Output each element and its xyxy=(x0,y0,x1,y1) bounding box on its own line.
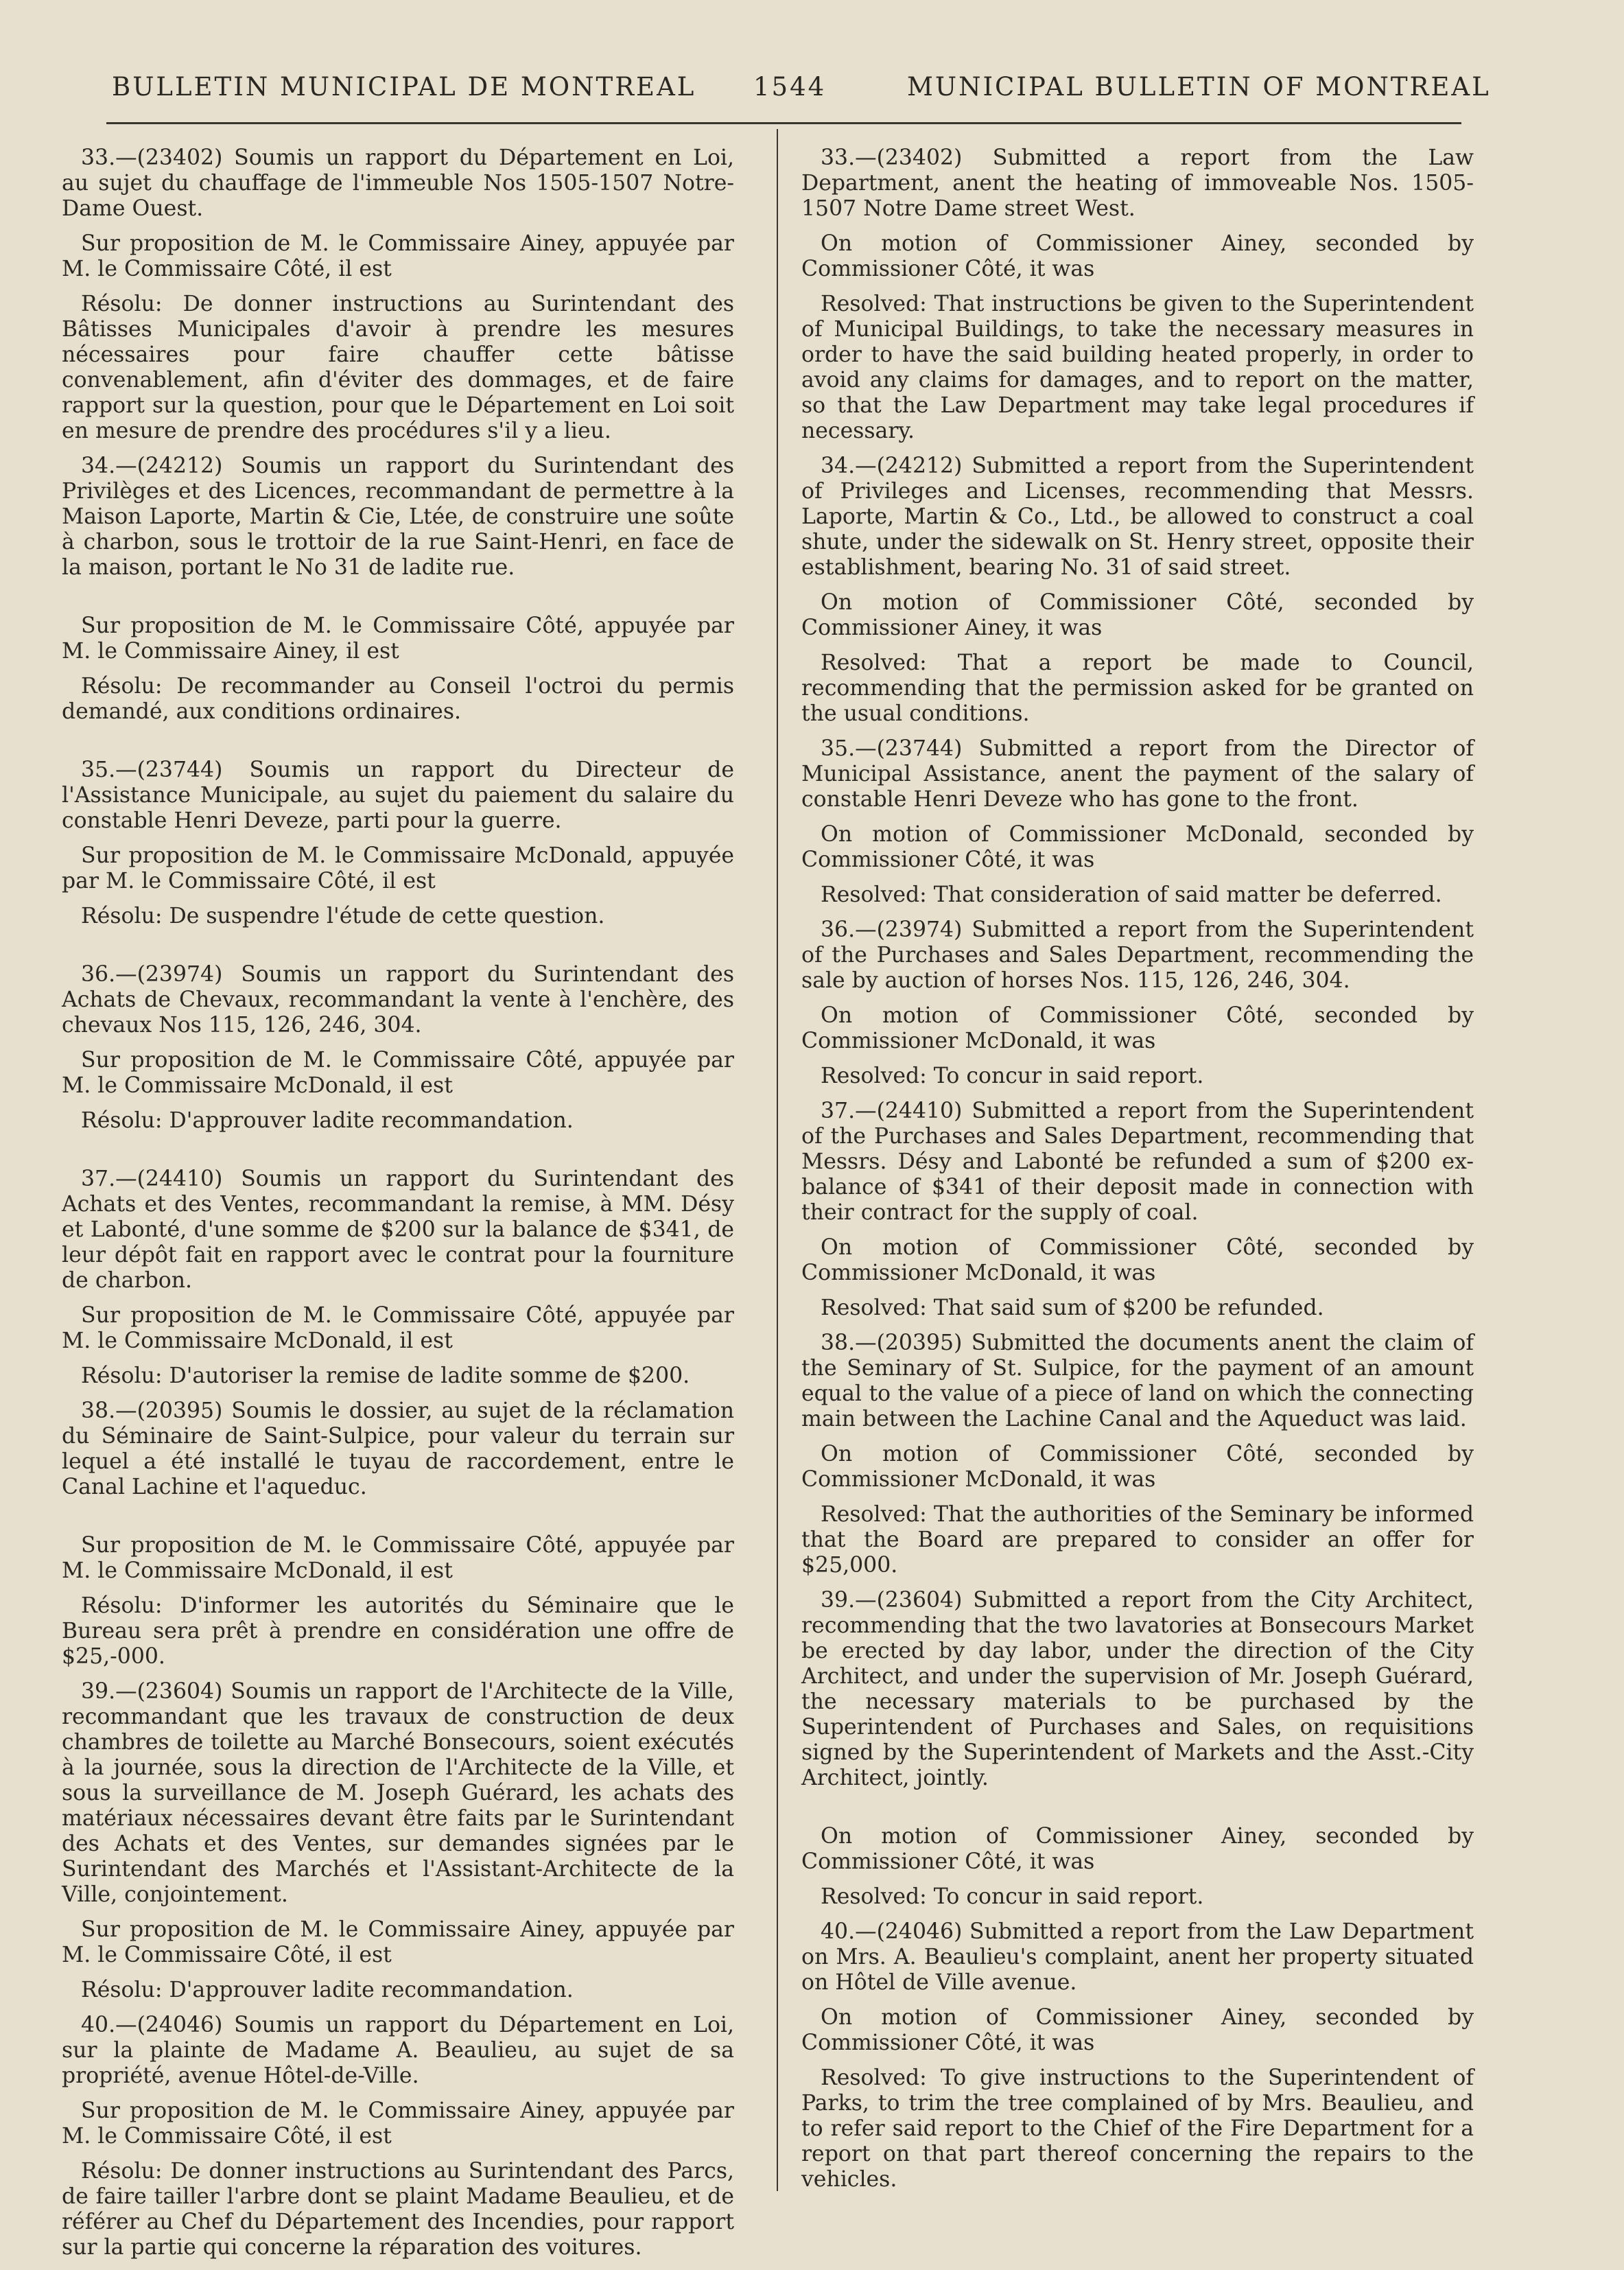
french-column xyxy=(62,145,734,2270)
en-motion-40: On motion of Commissioner Ainey, seconded by Commissioner Côté, it was xyxy=(801,2005,1474,2055)
fr-motion-40: Sur proposition de M. le Commissaire Ainey, appuyée par M. le Commissaire Côté, il est xyxy=(62,2098,734,2149)
fr-item-37: 37.—(24410) Soumis un rapport du Surintendant des Achats et des Ventes, recommandant la remise, à MM. Désy et Labonté, d'une somme de $200 sur la balance de $341, de leur dépôt fait en rapport avec le contrat pour la fourniture de charbon. xyxy=(62,1167,734,1293)
fr-resolution-38: Résolu: D'informer les autorités du Séminaire que le Bureau sera prêt à prendre en considération une offre de $25,-000. xyxy=(62,1593,734,1669)
fr-motion-38: Sur proposition de M. le Commissaire Côté, appuyée par M. le Commissaire McDonald, il est xyxy=(62,1533,734,1583)
en-motion-39: On motion of Commissioner Ainey, seconded by Commissioner Côté, it was xyxy=(801,1824,1474,1874)
en-motion-38: On motion of Commissioner Côté, seconded by Commissioner McDonald, it was xyxy=(801,1442,1474,1492)
en-resolution-34: Resolved: That a report be made to Council, recommending that the permission asked for be granted on the usual conditions. xyxy=(801,651,1474,726)
fr-motion-39: Sur proposition de M. le Commissaire Ainey, appuyée par M. le Commissaire Côté, il est xyxy=(62,1917,734,1967)
en-motion-34: On motion of Commissioner Côté, seconded by Commissioner Ainey, it was xyxy=(801,590,1474,640)
fr-item-35: 35.—(23744) Soumis un rapport du Directeur de l'Assistance Municipale, au sujet du paiement du salaire du constable Henri Deveze, parti pour la guerre. xyxy=(62,758,734,833)
header-french-title: BULLETIN MUNICIPAL DE MONTREAL xyxy=(112,72,696,102)
fr-motion-34: Sur proposition de M. le Commissaire Côté, appuyée par M. le Commissaire Ainey, il est xyxy=(62,613,734,664)
fr-motion-37: Sur proposition de M. le Commissaire Côté, appuyée par M. le Commissaire McDonald, il est xyxy=(62,1303,734,1353)
fr-resolution-36: Résolu: D'approuver ladite recommandation. xyxy=(81,1108,574,1133)
en-item-34: 34.—(24212) Submitted a report from the Superintendent of Privileges and Licenses, recommending that Messrs. Laporte, Martin & Co., Ltd., be allowed to construct a coal shute, under the sidewalk on St. Henry street, opposite their establishment, bearing No. 31 of said street. xyxy=(801,454,1474,580)
english-column xyxy=(801,145,1474,2202)
column-divider xyxy=(777,129,778,2191)
en-resolution-37: Resolved: That said sum of $200 be refunded. xyxy=(821,1296,1324,1320)
en-motion-36: On motion of Commissioner Côté, seconded by Commissioner McDonald, it was xyxy=(801,1003,1474,1053)
en-resolution-35: Resolved: That consideration of said matter be deferred. xyxy=(821,882,1442,907)
en-item-40: 40.—(24046) Submitted a report from the Law Department on Mrs. A. Beaulieu's complaint, anent her property situated on Hôtel de Ville avenue. xyxy=(801,1919,1474,1995)
header-rule xyxy=(106,122,1461,124)
fr-resolution-40: Résolu: De donner instructions au Surintendant des Parcs, de faire tailler l'arbre dont se plaint Madame Beaulieu, et de référer au Chef du Département des Incendies, pour rapport sur la partie qui concerne la réparation des voitures. xyxy=(62,2159,734,2260)
en-resolution-33: Resolved: That instructions be given to the Superintendent of Municipal Buildings, to take the necessary measures in order to have the said building heated properly, in order to avoid any claims for damages, and to report on the matter, so that the Law Department may take legal procedures if necessary. xyxy=(801,292,1474,443)
fr-item-36: 36.—(23974) Soumis un rapport du Surintendant des Achats de Chevaux, recommandant la vente à l'enchère, des chevaux Nos 115, 126, 246, 304. xyxy=(62,962,734,1038)
fr-resolution-37: Résolu: D'autoriser la remise de ladite somme de $200. xyxy=(81,1364,690,1388)
en-resolution-39: Resolved: To concur in said report. xyxy=(821,1884,1204,1909)
fr-item-38: 38.—(20395) Soumis le dossier, au sujet de la réclamation du Séminaire de Saint-Sulpice, pour valeur du terrain sur lequel a été installé le tuyau de raccordement, entre le Canal Lachine et l'aqueduc. xyxy=(62,1399,734,1499)
en-item-39: 39.—(23604) Submitted a report from the City Architect, recommending that the two lavatories at Bonsecours Market be erected by day labor, under the direction of the City Architect, and under the supervision of Mr. Joseph Guérard, the necessary materials to be purchased by the Superintendent of Purchases and Sales, on requisitions signed by the Superintendent of Markets and the Asst.-City Architect, jointly. xyxy=(801,1588,1474,1790)
fr-item-39: 39.—(23604) Soumis un rapport de l'Architecte de la Ville, recommandant que les travaux de construction de deux chambres de toilette au Marché Bonsecours, soient exécutés à la journée, sous la direction de l'Architecte de la Ville, et sous la surveillance de M. Joseph Guérard, les achats des matériaux nécessaires devant être faits par le Surintendant des Achats et des Ventes, sur demandes signées par le Surintendant des Marchés et l'Assistant-Architecte de la Ville, conjointement. xyxy=(62,1679,734,1907)
fr-item-40: 40.—(24046) Soumis un rapport du Département en Loi, sur la plainte de Madame A. Beaulieu, au sujet de sa propriété, avenue Hôtel-de-Ville. xyxy=(62,2013,734,2088)
en-resolution-38: Resolved: That the authorities of the Seminary be informed that the Board are prepared to consider an offer for $25,000. xyxy=(801,1502,1474,1578)
en-item-35: 35.—(23744) Submitted a report from the Director of Municipal Assistance, anent the payment of the salary of constable Henri Deveze who has gone to the front. xyxy=(801,736,1474,812)
header-english-title: MUNICIPAL BULLETIN OF MONTREAL xyxy=(907,72,1491,102)
page-number: 1544 xyxy=(753,72,827,102)
en-resolution-40: Resolved: To give instructions to the Superintendent of Parks, to trim the tree complained of by Mrs. Beaulieu, and to refer said report to the Chief of the Fire Department for a report on that part thereof concerning the repairs to the vehicles. xyxy=(801,2066,1474,2192)
en-item-37: 37.—(24410) Submitted a report from the Superintendent of the Purchases and Sales Department, recommending that Messrs. Désy and Labonté be refunded a sum of $200 ex-balance of $341 of their deposit made in connection with their contract for the supply of coal. xyxy=(801,1099,1474,1225)
fr-resolution-35: Résolu: De suspendre l'étude de cette question. xyxy=(81,904,605,928)
en-resolution-36: Resolved: To concur in said report. xyxy=(821,1064,1204,1088)
fr-resolution-33: Résolu: De donner instructions au Surintendant des Bâtisses Municipales d'avoir à prendre les mesures nécessaires pour faire chauffer cette bâtisse convenablement, afin d'éviter des dommages, et de faire rapport sur la question, pour que le Département en Loi soit en mesure de prendre des procédures s'il y a lieu. xyxy=(62,292,734,443)
en-motion-37: On motion of Commissioner Côté, seconded by Commissioner McDonald, it was xyxy=(801,1235,1474,1285)
en-motion-35: On motion of Commissioner McDonald, seconded by Commissioner Côté, it was xyxy=(801,822,1474,872)
en-item-36: 36.—(23974) Submitted a report from the Superintendent of the Purchases and Sales Department, recommending the sale by auction of horses Nos. 115, 126, 246, 304. xyxy=(801,917,1474,993)
fr-resolution-39: Résolu: D'approuver ladite recommandation. xyxy=(81,1978,574,2002)
en-motion-33: On motion of Commissioner Ainey, seconded by Commissioner Côté, it was xyxy=(801,231,1474,281)
fr-item-34: 34.—(24212) Soumis un rapport du Surintendant des Privilèges et des Licences, recommandant de permettre à la Maison Laporte, Martin & Cie, Ltée, de construire une soûte à charbon, sous le trottoir de la rue Saint-Henri, en face de la maison, portant le No 31 de ladite rue. xyxy=(62,454,734,580)
fr-item-33: 33.—(23402) Soumis un rapport du Département en Loi, au sujet du chauffage de l'immeuble Nos 1505-1507 Notre-Dame Ouest. xyxy=(62,145,734,221)
fr-motion-35: Sur proposition de M. le Commissaire McDonald, appuyée par M. le Commissaire Côté, il est xyxy=(62,843,734,893)
fr-motion-33: Sur proposition de M. le Commissaire Ainey, appuyée par M. le Commissaire Côté, il est xyxy=(62,231,734,281)
fr-motion-36: Sur proposition de M. le Commissaire Côté, appuyée par M. le Commissaire McDonald, il est xyxy=(62,1048,734,1098)
page-header xyxy=(0,72,1624,113)
en-item-38: 38.—(20395) Submitted the documents anent the claim of the Seminary of St. Sulpice, for the payment of an amount equal to the value of a piece of land on which the connecting main between the Lachine Canal and the Aqueduct was laid. xyxy=(801,1331,1474,1431)
en-item-33: 33.—(23402) Submitted a report from the Law Department, anent the heating of immoveable Nos. 1505-1507 Notre Dame street West. xyxy=(801,145,1474,221)
fr-resolution-34: Résolu: De recommander au Conseil l'octroi du permis demandé, aux conditions ordinaires. xyxy=(62,674,734,724)
